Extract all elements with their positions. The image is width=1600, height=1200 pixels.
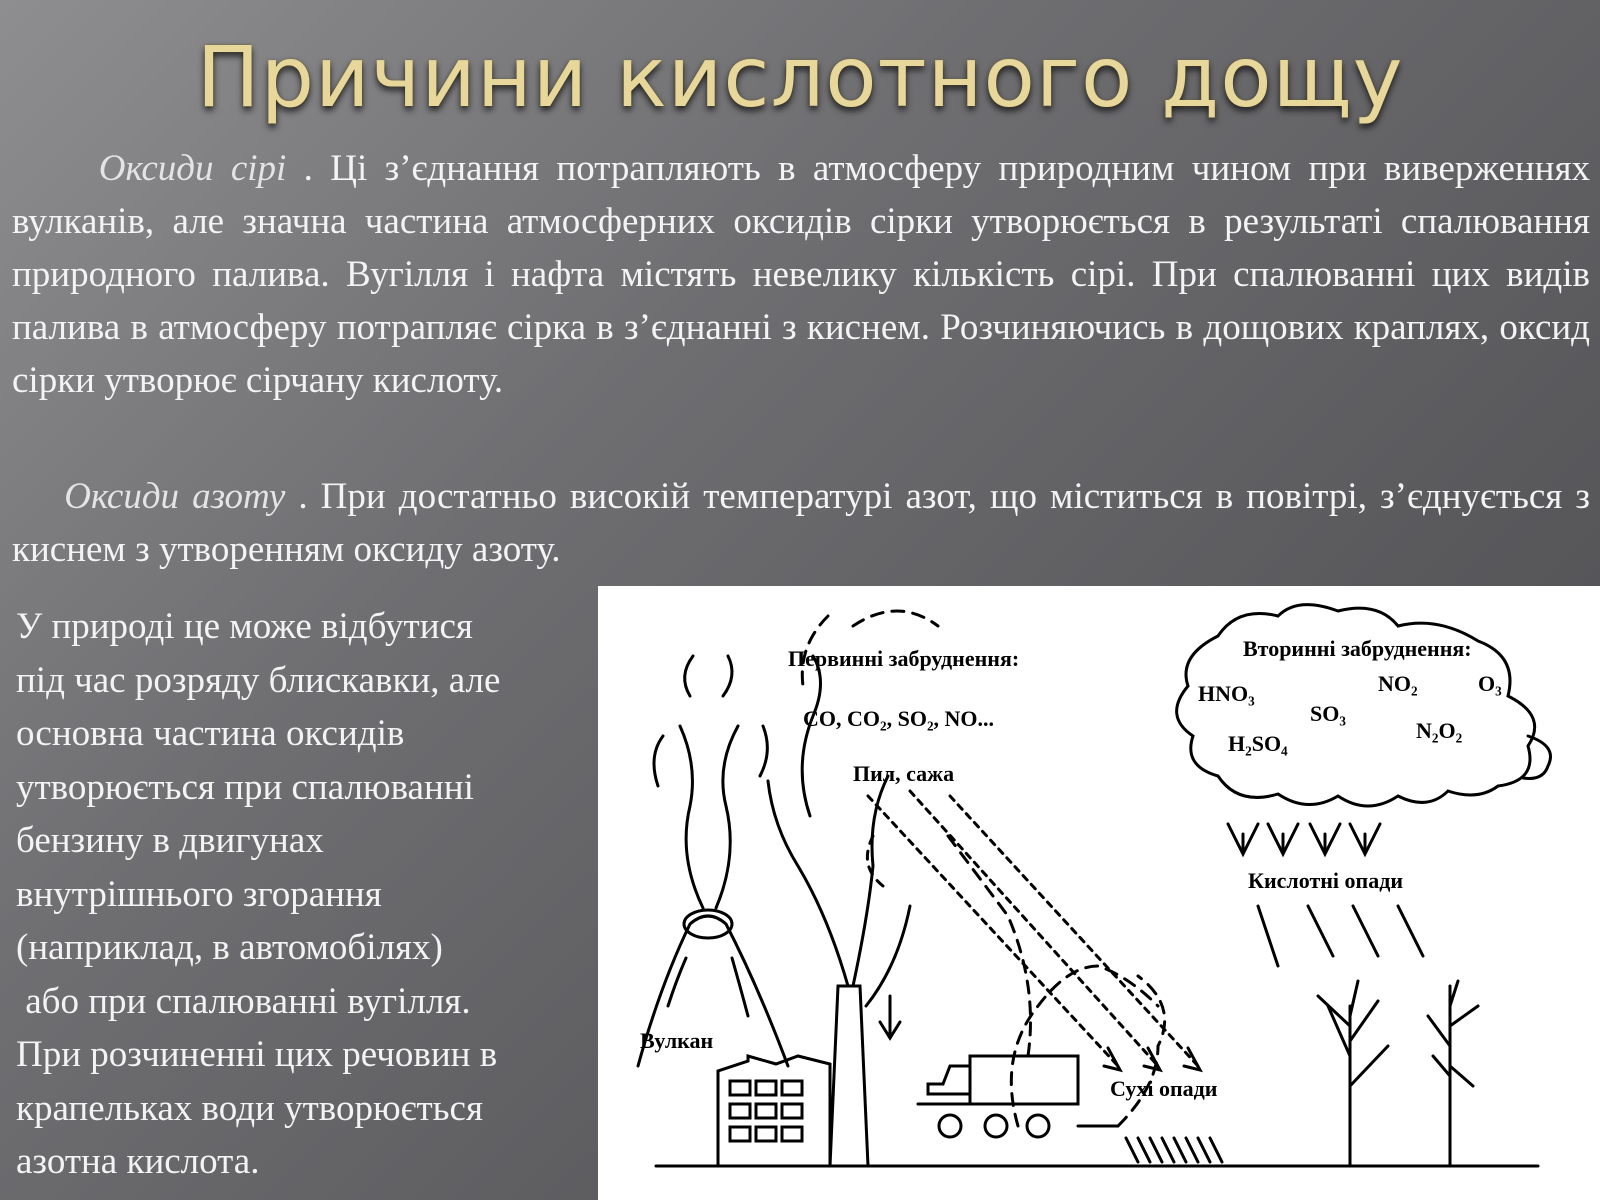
text-line: внутрішнього згорання bbox=[16, 873, 382, 915]
dry-deposit-hatching bbox=[1126, 1138, 1222, 1162]
o3-label: O₃ bbox=[1478, 671, 1502, 696]
nitrogen-oxides-paragraph bbox=[12, 470, 1590, 576]
no2-label: NO₂ bbox=[1378, 671, 1418, 696]
dry-deposition-lines bbox=[868, 791, 1198, 1066]
acid-rain-arrows bbox=[1228, 824, 1380, 854]
sulfur-oxides-term: Оксиди сірі bbox=[98, 148, 287, 189]
dust-soot-label: Пил, сажа bbox=[853, 761, 955, 786]
primary-pollution-formulas: CO, CO₂, SO₂, NO... bbox=[803, 706, 995, 731]
dead-tree-icon bbox=[1428, 981, 1478, 1166]
text-line: під час розряду блискавки, але bbox=[16, 659, 501, 701]
volcano-icon bbox=[638, 656, 788, 1066]
nitrogen-oxides-text: . При достатньо високій температурі азот, що міститься в повітрі, з’єднується з киснем з утворенням оксиду азоту. bbox=[12, 476, 1591, 570]
text-line: азотна кислота. bbox=[16, 1141, 260, 1182]
text-line: основна частина оксидів bbox=[16, 713, 405, 754]
smoke-plume bbox=[802, 611, 1164, 1126]
nitrogen-oxides-term: Оксиди азоту bbox=[64, 476, 286, 517]
text-line: бензину в двигунах bbox=[16, 820, 324, 861]
rain-lines bbox=[1258, 906, 1423, 966]
acid-precipitation-label: Кислотні опади bbox=[1248, 868, 1404, 893]
hno3-label: HNO₃ bbox=[1198, 681, 1255, 706]
so3-label: SO₃ bbox=[1310, 701, 1346, 726]
arrow-down-icon bbox=[880, 996, 900, 1038]
n2o2-label: N₂O₂ bbox=[1416, 718, 1463, 743]
primary-pollution-title: Первинні забруднення: bbox=[788, 646, 1020, 671]
text-line: У природі це може відбутися bbox=[16, 606, 473, 647]
acid-rain-diagram bbox=[598, 586, 1600, 1200]
text-line: або при спалюванні вугілля. bbox=[16, 980, 471, 1022]
acid-rain-diagram-drawing bbox=[598, 586, 1600, 1200]
text-line: утворюється при спалюванні bbox=[16, 766, 474, 808]
nitrogen-sources-text bbox=[16, 600, 596, 1189]
text-line: крапельках води утворюється bbox=[16, 1087, 483, 1129]
slide-title: Причини кислотного дощу bbox=[196, 28, 1404, 126]
h2so4-label: H₂SO₄ bbox=[1228, 731, 1288, 756]
dead-tree-icon bbox=[1318, 981, 1388, 1166]
secondary-pollution-title: Вторинні забруднення: bbox=[1243, 636, 1472, 661]
text-line: При розчиненні цих речовин в bbox=[16, 1034, 498, 1075]
dry-precipitation-label: Сухі опади bbox=[1110, 1076, 1218, 1101]
sulfur-oxides-text: . Ці з’єднання потрапляють в атмосферу природним чином при виверженнях вулканів, але значна частина атмосферних оксидів сірки утворюється в результаті спалювання природного палива. Вугілля і нафта містять невелику кількість сірі. При спалюванні цих видів палива в атмосферу потрапляє сірка в з’єднанні з киснем. Розчиняючись в дощових краплях, оксид сірки утворює сірчану кислоту. bbox=[12, 148, 1591, 401]
text-line: (наприклад, в автомобілях) bbox=[16, 927, 443, 968]
volcano-label: Вулкан bbox=[640, 1028, 714, 1053]
sulfur-oxides-paragraph bbox=[12, 142, 1590, 407]
factory-icon bbox=[718, 656, 910, 1166]
